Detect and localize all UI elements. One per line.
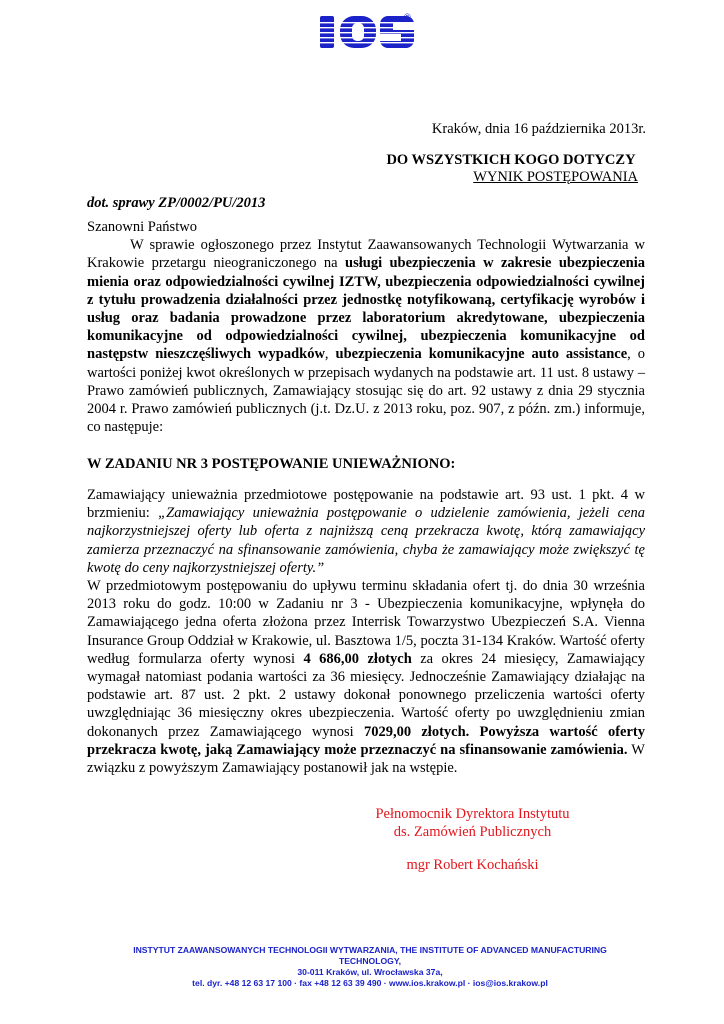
text-run: , o wartości poniżej kwot określonych w przepisach wydanych na podstawie art. 11 ust. 8 ustawy – Prawo zamówień publicznych, Zamawiający stosując się do art. 92 ustawy z dnia 29 stycznia 2004 r. Prawo zamówień publicznych (j.t. Dz.U. z 2013 roku, poz. 907, z późn. zm.) informuje, co następuje: — [87, 346, 646, 436]
text-run: W sprawie ogłoszonego przez Instytut Zaawansowanych Technologii Wytwarzania w Krakowie przetargu nieograniczonego na — [87, 237, 645, 272]
intro-paragraph — [87, 236, 645, 436]
signature-department: ds. Zamówień Publicznych — [393, 824, 552, 840]
text-run: W związku z powyższym Zamawiający postanowił jak na wstępie. — [87, 741, 645, 777]
legal-quote: „Zamawiający unieważnia postępowanie o udzielenie zamówienia, jeżeli cena najkorzystniejszej oferty lub oferta z najniższą ceną przekracza kwotę, którą zamawiający zamierza przeznaczyć na sfinansowanie zamówienia, chyba że zamawiający może zwiększyć tę kwotę do ceny najkorzystniejszej oferty.” — [87, 505, 645, 576]
text-run: , — [324, 346, 336, 363]
text-run: Zamawiający unieważnia przedmiotowe postępowanie na podstawie art. 93 ust. 1 pkt. 4 w brzmieniu: — [87, 487, 645, 522]
signature-title: Pełnomocnik Dyrektora Instytutu — [375, 806, 570, 822]
section-heading: W ZADANIU NR 3 POSTĘPOWANIE UNIEWAŻNIONO: — [87, 456, 456, 472]
text-run: W przedmiotowym postępowaniu do upływu terminu składania ofert tj. do dnia 30 września 2013 roku do godz. 10:00 w Zadaniu nr 3 - Ubezpieczenia komunikacyjne, wpłynęła do Zamawiającego jedna oferta złożona przez Interrisk Towarzystwo Ubezpieczeń S.A. Vienna Insurance Group Oddział w Krakowie, ul. Basztowa 1/5, poczta 31-134 Kraków. Wartość oferty według formularza oferty wynosi — [87, 578, 645, 667]
footer-institute-cont: TECHNOLOGY, — [338, 956, 402, 966]
greeting: Szanowni Państwo — [87, 219, 197, 235]
result-title: WYNIK POSTĘPOWANIA — [473, 169, 638, 185]
addressee-block — [376, 152, 646, 186]
registered-mark: ® — [404, 12, 411, 22]
footer-contact: tel. dyr. +48 12 63 17 100 · fax +48 12 63 39 490 · www.ios.krakow.pl · ios@ios.krakow.pl — [192, 978, 548, 988]
intro-section — [87, 218, 645, 436]
addressee-line: DO WSZYSTKICH KOGO DOTYCZY — [386, 152, 636, 168]
logo-text: IOS — [318, 14, 320, 15]
justification-paragraph — [87, 577, 645, 777]
footer-institute: INSTYTUT ZAAWANSOWANYCH TECHNOLOGII WYTWARZANIA, THE INSTITUTE OF ADVANCED MANUFACTURING — [133, 945, 607, 955]
footer-address: 30-011 Kraków, ul. Wrocławska 37a, — [297, 967, 443, 977]
case-reference: dot. sprawy ZP/0002/PU/2013 — [87, 195, 266, 211]
bold-run: ubezpieczenia komunikacyjne auto assistance — [335, 346, 628, 363]
offer-amount: 4 686,00 złotych — [303, 650, 412, 667]
signature-name: mgr Robert Kochański — [406, 857, 539, 873]
ios-logo — [318, 14, 418, 50]
footer — [80, 945, 660, 989]
bold-run: usługi ubezpieczenia w zakresie ubezpieczenia mienia oraz odpowiedzialności cywilnej IZTW, ubezpieczenia odpowiedzialności cywilnej z tytułu prowadzenia działalności przez jednostkę notyfikowaną, certyfikację wyrobów i usług oraz badania prowadzone przez laboratorium akredytowane, ubezpieczenia komunikacyjne od odpowiedzialności cywilnej, ubezpieczenia komunikacyjne od następstw nieszczęśliwych wypadków — [87, 255, 645, 363]
decision-section — [87, 486, 645, 777]
recalculated-amount: 7029,00 złotych. Powyższa wartość oferty przekracza kwotę, jaką Zamawiający może przeznaczyć na sfinansowanie zamówienia. — [87, 723, 645, 758]
date-line: Kraków, dnia 16 października 2013r. — [431, 121, 646, 137]
text-run: za okres 24 miesięcy, Zamawiający wymagał natomiast podania wartości za 36 miesięcy. Jednocześnie Zamawiający działając na podstawie art. 87 ust. 2 pkt. 2 ustawy dokonał ponownego przeliczenia wartości oferty uwzględniając 36 miesięczny okres ubezpieczenia. Wartość oferty po uwzględnieniu zmian dokonanych przez Zamawiającego wynosi — [87, 650, 645, 740]
legal-basis-paragraph — [87, 486, 645, 577]
